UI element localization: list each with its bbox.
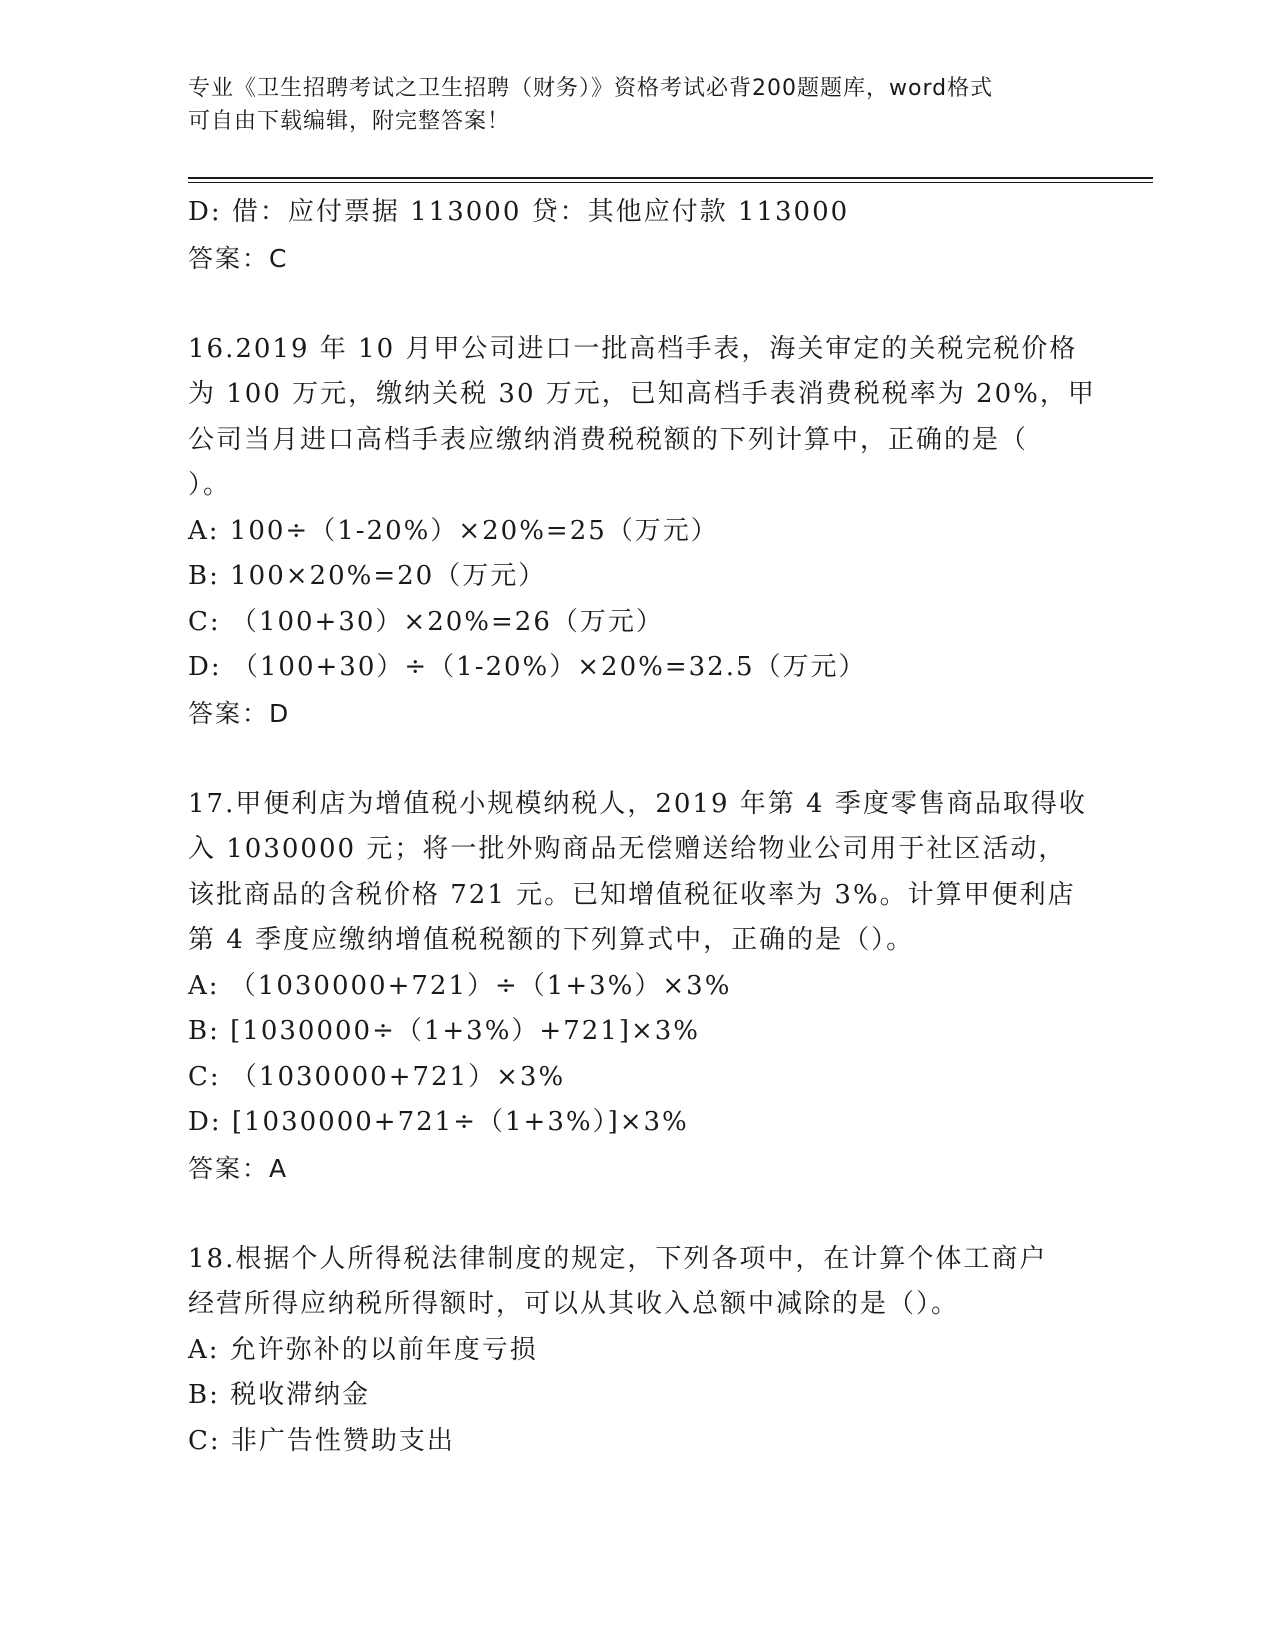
q16-option-a: A: 100÷（1-20%）×20%=25（万元）	[188, 515, 719, 546]
question-15-tail	[188, 190, 1088, 281]
q17-answer: 答案：A	[188, 1153, 289, 1183]
document-body	[188, 190, 1096, 1464]
q18-option-b: B: 税收滞纳金	[188, 1380, 371, 1410]
q15-option-d: D: 借：应付票据 113000 贷：其他应付款 113000	[188, 197, 850, 227]
q16-stem-line: 16.2019 年 10 月甲公司进口一批高档手表，海关审定的关税完税价格	[188, 333, 1078, 364]
q17-option-a: A: （1030000+721）÷（1+3%）×3%	[188, 970, 732, 1001]
header-line-2: 可自由下载编辑，附完整答案！	[188, 109, 511, 134]
header-line-1: 专业《卫生招聘考试之卫生招聘（财务）》资格考试必背200题题库，word格式	[188, 76, 994, 101]
question-16	[188, 327, 1096, 737]
q17-option-c: C: （1030000+721）×3%	[188, 1061, 566, 1092]
question-17	[188, 782, 1088, 1192]
q17-stem-line: 该批商品的含税价格 721 元。已知增值税征收率为 3%。计算甲便利店	[188, 879, 1076, 910]
header-divider-thin	[188, 182, 1153, 183]
spacer	[188, 736, 1088, 782]
q16-option-d: D: （100+30）÷（1-20%）×20%=32.5（万元）	[188, 652, 867, 682]
q16-option-c: C: （100+30）×20%=26（万元）	[188, 606, 664, 637]
q16-stem-line: ）。	[188, 470, 232, 500]
q17-option-b: B: [1030000÷（1+3%）+721]×3%	[188, 1016, 701, 1046]
q17-stem-line: 入 1030000 元；将一批外购商品无偿赠送给物业公司用于社区活动，	[188, 834, 1067, 864]
q16-option-b: B: 100×20%=20（万元）	[188, 561, 547, 591]
q18-option-a: A: 允许弥补的以前年度亏损	[188, 1334, 538, 1365]
document-header	[188, 72, 1088, 138]
q16-stem-line: 为 100 万元，缴纳关税 30 万元，已知高档手表消费税税率为 20%，甲	[188, 379, 1096, 409]
q17-option-d: D: [1030000+721÷（1+3%）]×3%	[188, 1107, 689, 1137]
q16-stem-line: 公司当月进口高档手表应缴纳消费税税额的下列计算中，正确的是（	[188, 424, 1029, 455]
q15-answer: 答案：C	[188, 243, 289, 273]
q18-stem-line: 18.根据个人所得税法律制度的规定，下列各项中，在计算个体工商户	[188, 1243, 1048, 1274]
header-divider-thick	[188, 177, 1153, 179]
q16-answer: 答案：D	[188, 698, 291, 728]
q18-option-c: C: 非广告性赞助支出	[188, 1425, 455, 1456]
q17-stem-line: 17.甲便利店为增值税小规模纳税人，2019 年第 4 季度零售商品取得收	[188, 788, 1087, 819]
spacer	[188, 281, 1088, 327]
q18-stem-line: 经营所得应纳税所得额时，可以从其收入总额中减除的是（）。	[188, 1289, 960, 1319]
q17-stem-line: 第 4 季度应缴纳增值税税额的下列算式中，正确的是（）。	[188, 925, 915, 955]
spacer	[188, 1191, 1088, 1237]
question-18	[188, 1237, 1088, 1465]
